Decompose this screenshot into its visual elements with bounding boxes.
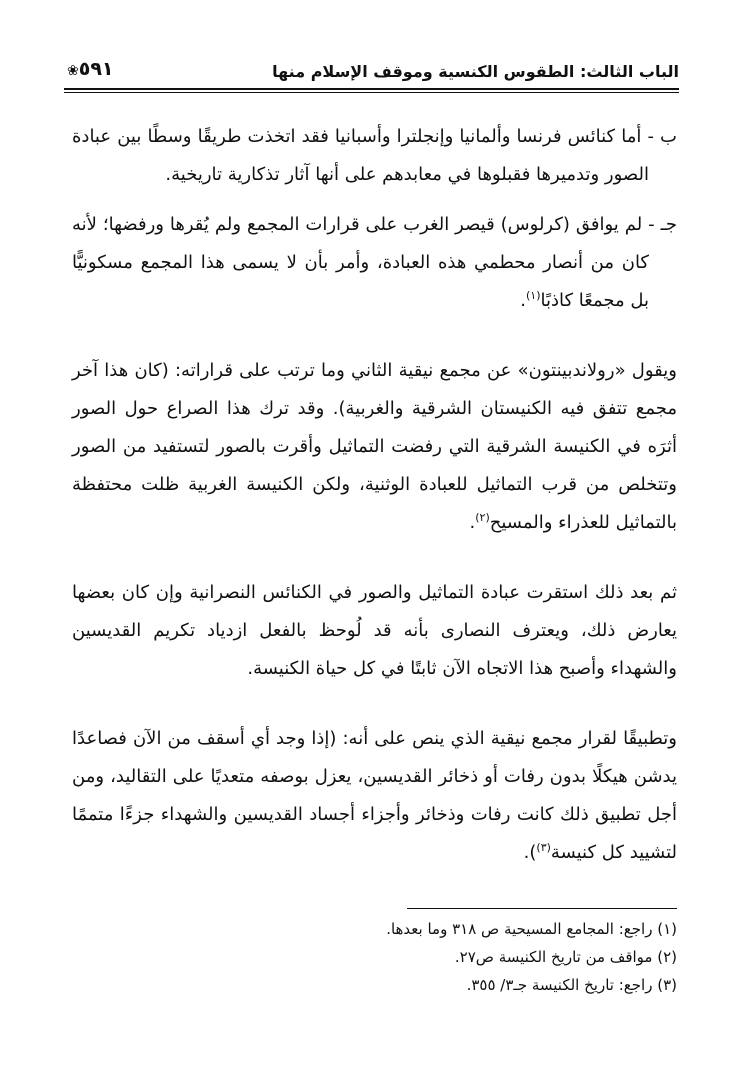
footnote-3: (٣) راجع: تاريخ الكنيسة جـ٣/ ٣٥٥. [466,976,677,994]
item-b: ب - أما كنائس فرنسا وألمانيا وإنجلترا وأسبانيا فقد اتخذت طريقًا وسطًا بين عبادة الصور وتدميرها فقبلوها في معابدهم على أنها آثار تذكارية تاريخية. [72,126,677,185]
ornament-icon: ❀ [67,63,79,79]
footnote-1: (١) راجع: المجامع المسيحية ص ٣١٨ وما بعدها. [386,920,677,938]
item-j-text: جـ - لم يوافق (كرلوس) قيصر الغرب على قرارات المجمع ولم يُقرها ورفضها؛ لأنه كان من أنصار محطمي هذه العبادة، وأمر بأن لا يسمى هذا المجمع مسكونيًّا بل مجمعًا كاذبًا [72,214,677,311]
main-text [72,118,677,872]
page-header [64,52,679,92]
paragraph-veneration: ثم بعد ذلك استقرت عبادة التماثيل والصور في الكنائس النصرانية وإن كان بعضها يعارض ذلك، ويعترف النصارى بأنه قد لُوحظ بالفعل ازدياد تكريم القديسين والشهداء وأصبح هذا الاتجاه الآن ثابتًا في كل حياة الكنيسة. [72,582,677,679]
footnote-divider [407,908,677,909]
footnote-ref-2: (٢) [475,511,490,524]
paragraph-bainton [72,352,677,542]
footnote-ref-3: (٣) [536,841,551,854]
header-divider [64,88,679,93]
paragraph-nicaea-end: ). [523,842,537,863]
footnote-ref-1: (١) [526,289,541,302]
footnotes [72,908,677,999]
item-j [72,206,677,320]
footnote-2: (٢) مواقف من تاريخ الكنيسة ص٢٧. [454,948,677,966]
paragraph-nicaea-text: وتطبيقًا لقرار مجمع نيقية الذي ينص على أنه: (إذا وجد أي أسقف من الآن فصاعدًا يدشن هيكلًا بدون رفات أو ذخائر القديسين، يعزل بوصفه متعديًا على التقاليد، ومن أجل تطبيق ذلك كانت رفات وذخائر وأجزاء أجساد القديسين والشهداء جزءًا متممًا لتشييد كل كنيسة [72,728,677,863]
chapter-title: الباب الثالث: الطقوس الكنسية وموقف الإسلام منها [272,62,679,81]
item-j-end: . [520,290,526,311]
paragraph-nicaea [72,720,677,872]
paragraph-bainton-end: . [469,512,476,533]
page-number-value: ٥٩١ [78,58,114,80]
paragraph-bainton-text: ويقول «رولاندبينتون» عن مجمع نيقية الثاني وما ترتب على قراراته: (كان هذا آخر مجمع تتفق فيه الكنيستان الشرقية والغربية). وقد ترك هذا الصراع حول الصور أثرَه في الكنيسة الشرقية التي رفضت التماثيل وأقرت بالصور لتستفيد من الصور وتتخلص من قرب التماثيل للعبادة الوثنية، ولكن الكنيسة الغربية ظلت محتفظة بالتماثيل للعذراء والمسيح [72,360,677,533]
page-number [64,58,114,80]
